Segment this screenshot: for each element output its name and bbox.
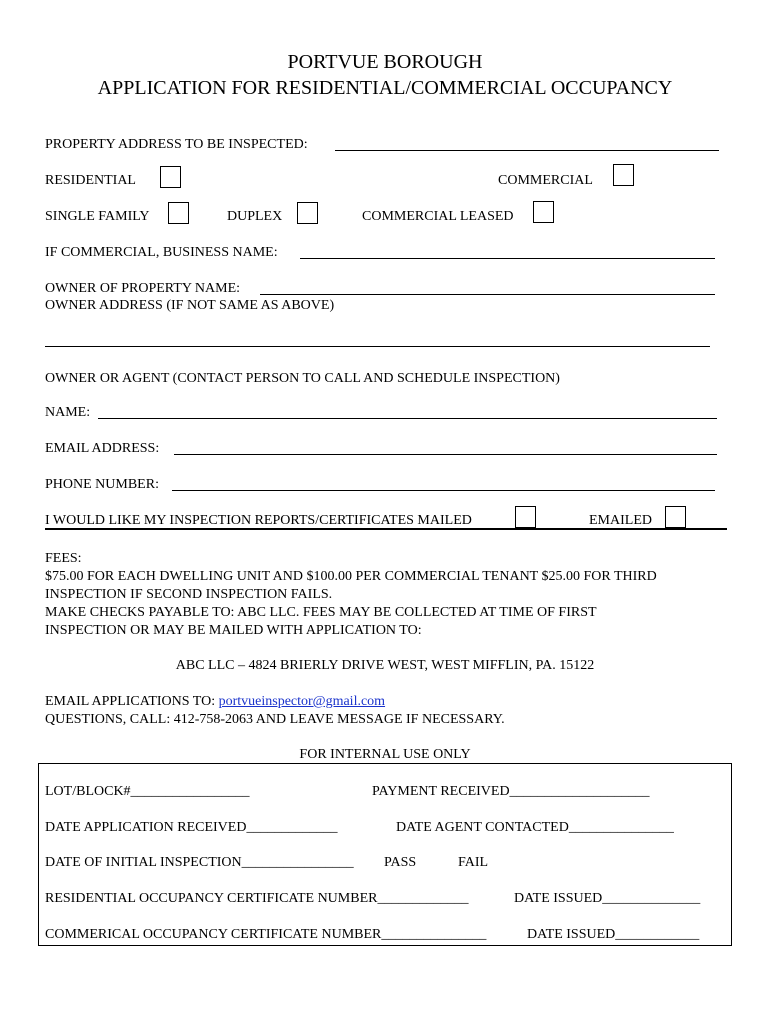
emailed-label: EMAILED bbox=[589, 513, 652, 528]
commercial-checkbox[interactable] bbox=[613, 164, 634, 186]
section-divider bbox=[45, 528, 727, 530]
fees-line-3: MAKE CHECKS PAYABLE TO: ABC LLC. FEES MAY BE COLLECTED AT TIME OF FIRST bbox=[45, 605, 597, 620]
contact-heading: OWNER OR AGENT (CONTACT PERSON TO CALL AND SCHEDULE INSPECTION) bbox=[45, 371, 560, 386]
mailed-label: I WOULD LIKE MY INSPECTION REPORTS/CERTIFICATES MAILED bbox=[45, 513, 472, 528]
date-agent-contacted-field[interactable]: DATE AGENT CONTACTED_______________ bbox=[396, 820, 674, 835]
single-family-label: SINGLE FAMILY bbox=[45, 209, 150, 224]
fees-line-1: $75.00 FOR EACH DWELLING UNIT AND $100.00 PER COMMERCIAL TENANT $25.00 FOR THIRD bbox=[45, 569, 657, 584]
date-application-received-field[interactable]: DATE APPLICATION RECEIVED_____________ bbox=[45, 820, 338, 835]
lot-block-field[interactable]: LOT/BLOCK#_________________ bbox=[45, 784, 250, 799]
title-application: APPLICATION FOR RESIDENTIAL/COMMERCIAL OCCUPANCY bbox=[97, 77, 673, 99]
property-address-label: PROPERTY ADDRESS TO BE INSPECTED: bbox=[45, 137, 308, 152]
inspector-email-link[interactable]: portvueinspector@gmail.com bbox=[218, 694, 386, 709]
owner-name-label: OWNER OF PROPERTY NAME: bbox=[45, 281, 241, 296]
fees-line-4: INSPECTION OR MAY BE MAILED WITH APPLICATION TO: bbox=[45, 623, 422, 638]
owner-address-field[interactable] bbox=[45, 346, 710, 347]
commercial-leased-checkbox[interactable] bbox=[533, 201, 554, 223]
commercial-date-issued-field[interactable]: DATE ISSUED____________ bbox=[527, 927, 700, 942]
name-label: NAME: bbox=[45, 405, 91, 420]
business-name-field[interactable] bbox=[300, 258, 715, 259]
property-address-field[interactable] bbox=[335, 150, 719, 151]
phone-number-label: PHONE NUMBER: bbox=[45, 477, 159, 492]
mailed-checkbox[interactable] bbox=[515, 506, 536, 528]
fees-heading: FEES: bbox=[45, 551, 82, 566]
phone-number-field[interactable] bbox=[172, 490, 715, 491]
fail-label: FAIL bbox=[458, 855, 489, 870]
title-borough: PORTVUE BOROUGH bbox=[287, 51, 483, 73]
business-name-label: IF COMMERCIAL, BUSINESS NAME: bbox=[45, 245, 278, 260]
payment-received-field[interactable]: PAYMENT RECEIVED____________________ bbox=[372, 784, 650, 799]
commercial-label: COMMERCIAL bbox=[498, 173, 593, 188]
email-address-field[interactable] bbox=[174, 454, 717, 455]
fees-line-2: INSPECTION IF SECOND INSPECTION FAILS. bbox=[45, 587, 333, 602]
residential-checkbox[interactable] bbox=[160, 166, 181, 188]
residential-date-issued-field[interactable]: DATE ISSUED______________ bbox=[514, 891, 701, 906]
pass-label: PASS bbox=[384, 855, 417, 870]
owner-name-field[interactable] bbox=[260, 294, 715, 295]
email-address-label: EMAIL ADDRESS: bbox=[45, 441, 160, 456]
emailed-checkbox[interactable] bbox=[665, 506, 686, 528]
duplex-checkbox[interactable] bbox=[297, 202, 318, 224]
single-family-checkbox[interactable] bbox=[168, 202, 189, 224]
internal-use-heading: FOR INTERNAL USE ONLY bbox=[299, 747, 471, 762]
duplex-label: DUPLEX bbox=[227, 209, 283, 224]
commercial-leased-label: COMMERCIAL LEASED bbox=[362, 209, 514, 224]
owner-address-label: OWNER ADDRESS (IF NOT SAME AS ABOVE) bbox=[45, 298, 335, 313]
email-applications-prefix: EMAIL APPLICATIONS TO: bbox=[45, 694, 219, 709]
questions-line: QUESTIONS, CALL: 412-758-2063 AND LEAVE MESSAGE IF NECESSARY. bbox=[45, 712, 505, 727]
date-initial-inspection-field[interactable]: DATE OF INITIAL INSPECTION________________ bbox=[45, 855, 354, 870]
commercial-certificate-field[interactable]: COMMERICAL OCCUPANCY CERTIFICATE NUMBER_______________ bbox=[45, 927, 487, 942]
residential-label: RESIDENTIAL bbox=[45, 173, 136, 188]
name-field[interactable] bbox=[98, 418, 717, 419]
residential-certificate-field[interactable]: RESIDENTIAL OCCUPANCY CERTIFICATE NUMBER_____________ bbox=[45, 891, 469, 906]
email-applications-line bbox=[45, 694, 385, 710]
mailing-address: ABC LLC – 4824 BRIERLY DRIVE WEST, WEST MIFFLIN, PA. 15122 bbox=[175, 658, 595, 673]
